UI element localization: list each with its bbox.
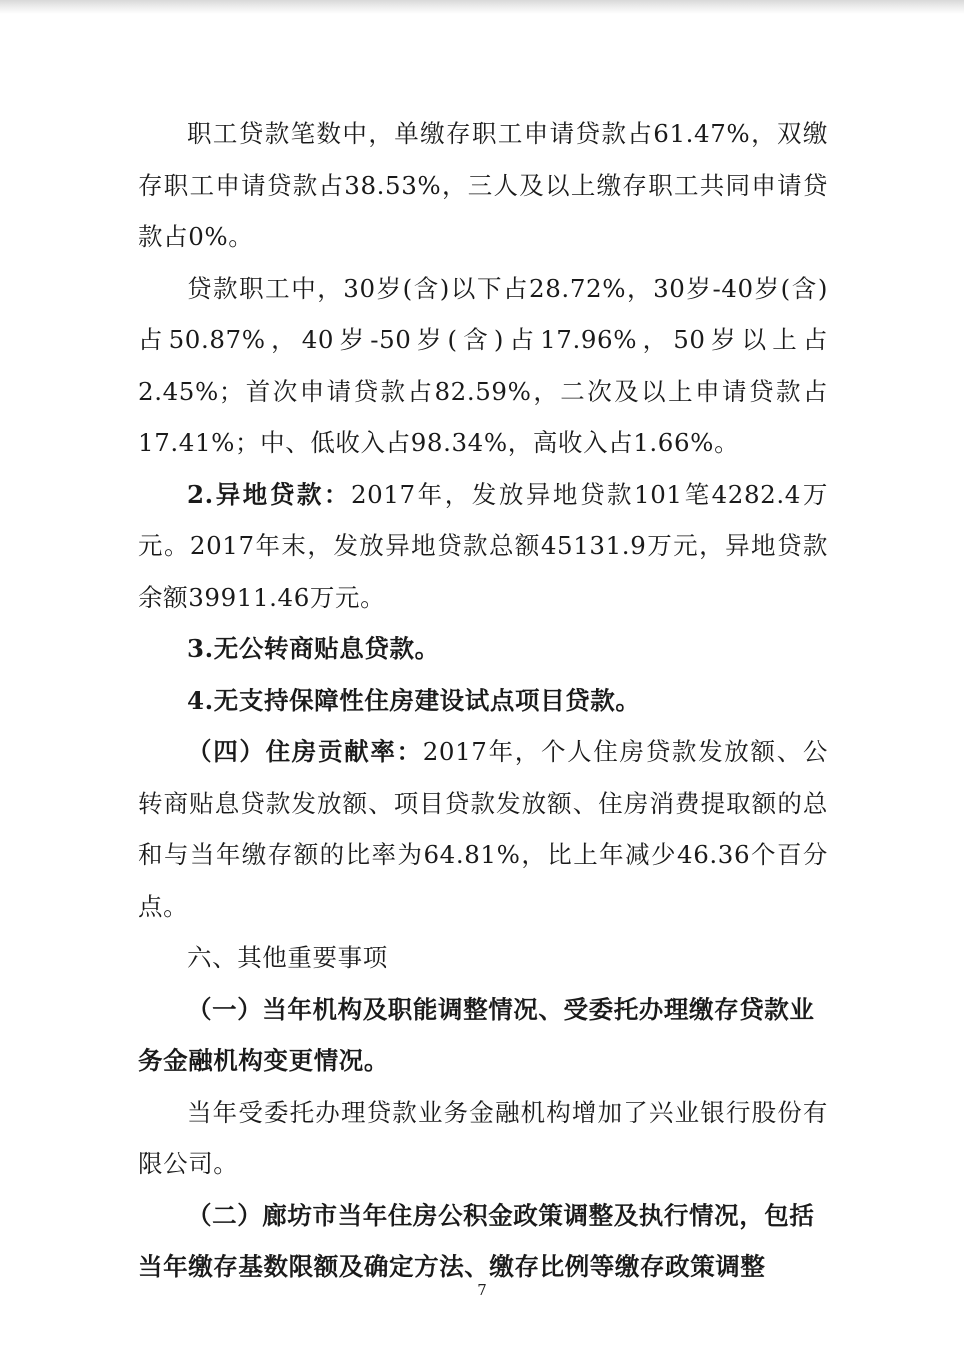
document-body (138, 108, 828, 1293)
subheading-text: （二）廊坊市当年住房公积金政策调整及执行情况，包括当年缴存基数限额及确定方法、缴存比例等缴存政策调整 (138, 1200, 815, 1281)
paragraph-text: 当年受委托办理贷款业务金融机构增加了兴业银行股份有限公司。 (138, 1097, 828, 1178)
paragraph-housing-contribution-rate (138, 726, 828, 932)
paragraph-offsite-loans (138, 469, 828, 624)
paragraph-borrower-demographics (138, 263, 828, 469)
section-heading-other-matters (138, 932, 828, 984)
paragraph-new-bank (138, 1087, 828, 1190)
paragraph-lead: 2.异地贷款： (187, 479, 351, 509)
paragraph-lead: 3.无公转商贴息贷款。 (187, 634, 440, 663)
paragraph-no-project-loans (138, 675, 828, 727)
paragraph-text: 2017年，个人住房贷款发放额、公转商贴息贷款发放额、项目贷款发放额、住房消费提取额的总和与当年缴存额的比率为64.81%，比上年减少46.36个百分点。 (138, 737, 828, 921)
page-number: 7 (477, 1281, 487, 1299)
paragraph-text: 贷款职工中，30岁(含)以下占28.72%，30岁-40岁(含)占50.87%，40岁-50岁(含)占17.96%，50岁以上占2.45%；首次申请贷款占82.59%，二次及以上申请贷款占17.41%；中、低收入占98.34%，高收入占1.66%。 (138, 273, 828, 457)
paragraph-loan-count-breakdown (138, 108, 828, 263)
paragraph-no-subsidized-loans (138, 623, 828, 675)
paragraph-text: 2017年，发放异地贷款101笔4282.4万元。2017年末，发放异地贷款总额45131.9万元，异地贷款余额39911.46万元。 (138, 479, 828, 612)
scan-top-edge (0, 0, 964, 14)
paragraph-text: 职工贷款笔数中，单缴存职工申请贷款占61.47%，双缴存职工申请贷款占38.53%，三人及以上缴存职工共同申请贷款占0%。 (138, 119, 828, 251)
subheading-text: （一）当年机构及职能调整情况、受委托办理缴存贷款业务金融机构变更情况。 (138, 994, 815, 1075)
paragraph-lead: （四）住房贡献率： (187, 737, 423, 766)
subheading-institution-changes (138, 984, 828, 1087)
paragraph-lead: 4.无支持保障性住房建设试点项目贷款。 (187, 685, 641, 715)
subheading-policy-adjustments (138, 1190, 828, 1293)
section-heading-text: 六、其他重要事项 (187, 943, 388, 972)
